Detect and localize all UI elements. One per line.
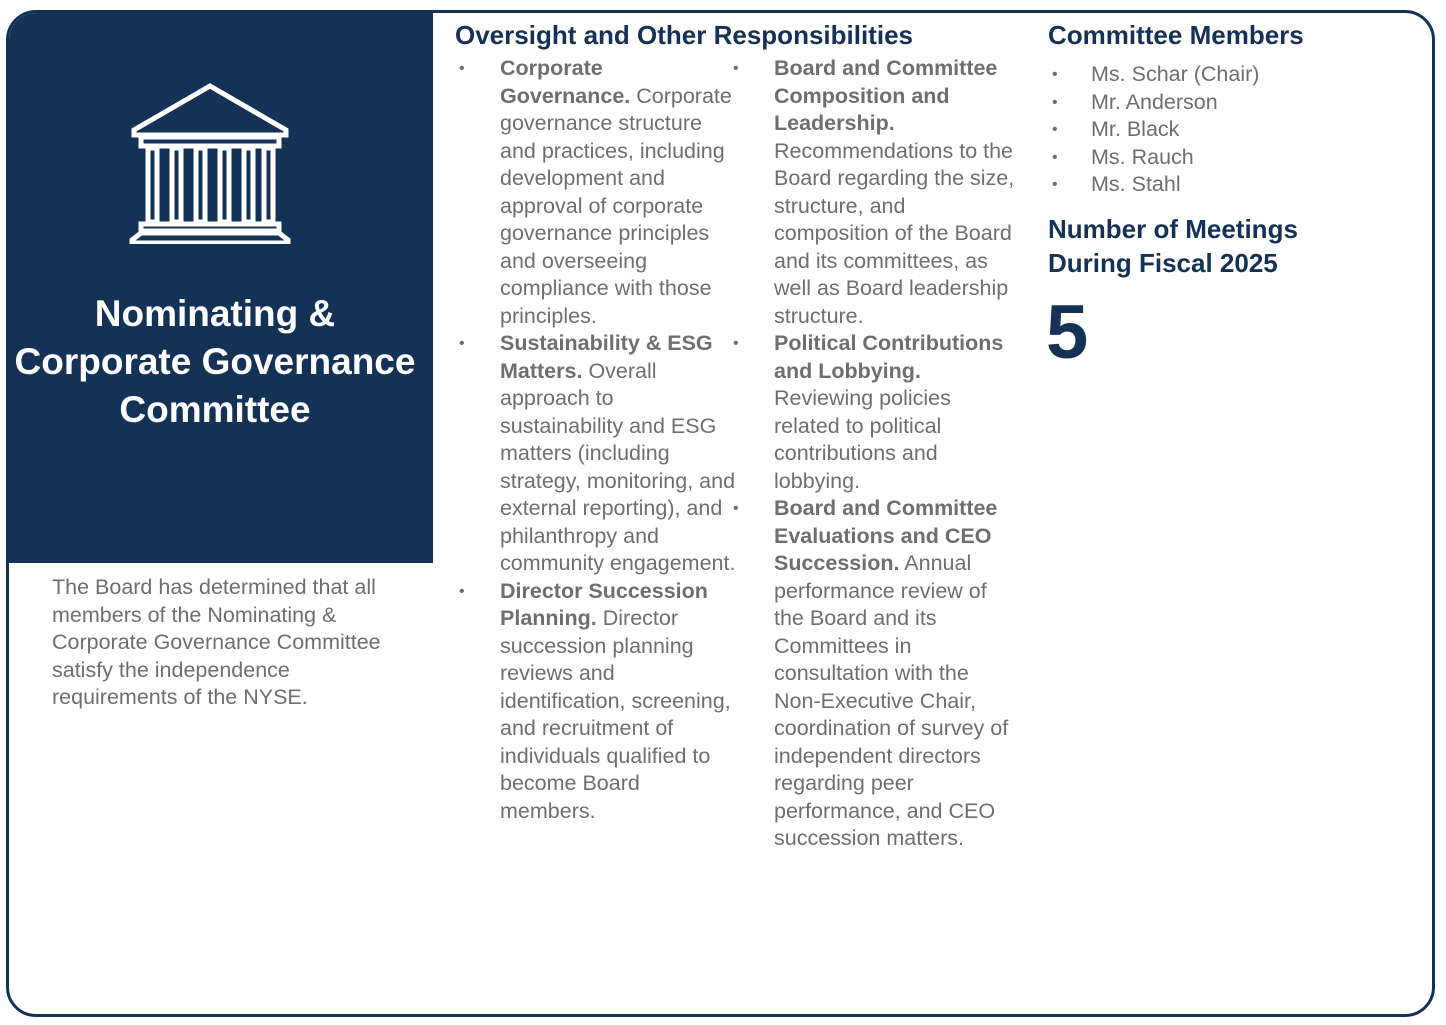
member-name: Ms. Rauch	[1091, 144, 1194, 169]
committee-title-panel	[6, 10, 433, 563]
bullet-icon: •	[459, 60, 465, 77]
member-item	[1048, 116, 1259, 144]
responsibility-text: Annual performance review of the Board and its Committees in consultation with the Non-Executive Chair, coordination of survey of independent directors regarding peer performance, and CEO succession matters.	[774, 551, 1009, 850]
committee-title: Nominating & Corporate Governance Committee	[14, 293, 416, 430]
building-columns-icon	[126, 82, 294, 244]
member-name: Mr. Anderson	[1091, 89, 1218, 114]
responsibility-text: Corporate governance structure and practices, including development and approval of corporate governance principles and overseeing compliance with those principles.	[500, 83, 732, 328]
responsibility-item	[455, 578, 737, 826]
responsibility-item	[455, 330, 737, 578]
meetings-heading: Number of Meetings During Fiscal 2025	[1048, 214, 1298, 278]
meetings-count: 5	[1046, 290, 1089, 375]
responsibilities-column-1	[455, 55, 737, 825]
bullet-icon: •	[733, 335, 739, 352]
responsibility-item	[729, 330, 1019, 495]
responsibility-title: Corporate Governance.	[500, 56, 631, 108]
bullet-icon: •	[733, 500, 739, 517]
bullet-icon: •	[733, 60, 739, 77]
member-item	[1048, 144, 1259, 172]
member-name: Ms. Schar (Chair)	[1091, 62, 1260, 86]
bullet-icon: •	[459, 582, 465, 600]
independence-note: The Board has determined that all members of the Nominating & Corporate Governance Committee satisfy the independence requirements of the NYSE.	[52, 575, 381, 709]
member-item	[1048, 89, 1259, 117]
responsibility-item	[729, 495, 1019, 853]
responsibility-item	[729, 55, 1019, 330]
responsibility-text: Director succession planning reviews and identification, screening, and recruitment of individuals qualified to become Board members.	[500, 606, 731, 823]
responsibility-title: Sustainability & ESG Matters.	[500, 331, 713, 383]
responsibility-title: Director Succession Planning.	[500, 578, 708, 630]
member-item	[1048, 171, 1259, 199]
responsibility-title: Board and Committee Composition and Leadership.	[774, 56, 998, 135]
bullet-icon: •	[1052, 93, 1058, 111]
member-item	[1048, 61, 1259, 89]
responsibilities-heading: Oversight and Other Responsibilities	[455, 20, 913, 50]
bullet-icon: •	[1052, 66, 1058, 83]
responsibility-title: Political Contributions and Lobbying.	[774, 331, 1004, 383]
responsibilities-column-2	[729, 55, 1019, 853]
responsibility-text: Overall approach to sustainability and ESG matters (including strategy, monitoring, and external reporting), and philanthropy and community engagement.	[500, 358, 736, 575]
members-list	[1048, 61, 1259, 199]
responsibility-text: Recommendations to the Board regarding the size, structure, and composition of the Board and its committees, as well as Board leadership structure.	[774, 138, 1015, 328]
bullet-icon: •	[1052, 121, 1058, 138]
bullet-icon: •	[1052, 176, 1058, 193]
bullet-icon: •	[459, 335, 465, 352]
members-heading: Committee Members	[1048, 20, 1304, 50]
bullet-icon: •	[1052, 148, 1058, 166]
responsibility-text: Reviewing policies related to political contributions and lobbying.	[774, 386, 951, 493]
member-name: Ms. Stahl	[1091, 172, 1181, 196]
responsibility-item	[455, 55, 737, 330]
member-name: Mr. Black	[1091, 117, 1180, 141]
responsibility-title: Board and Committee Evaluations and CEO Succession.	[774, 496, 998, 575]
